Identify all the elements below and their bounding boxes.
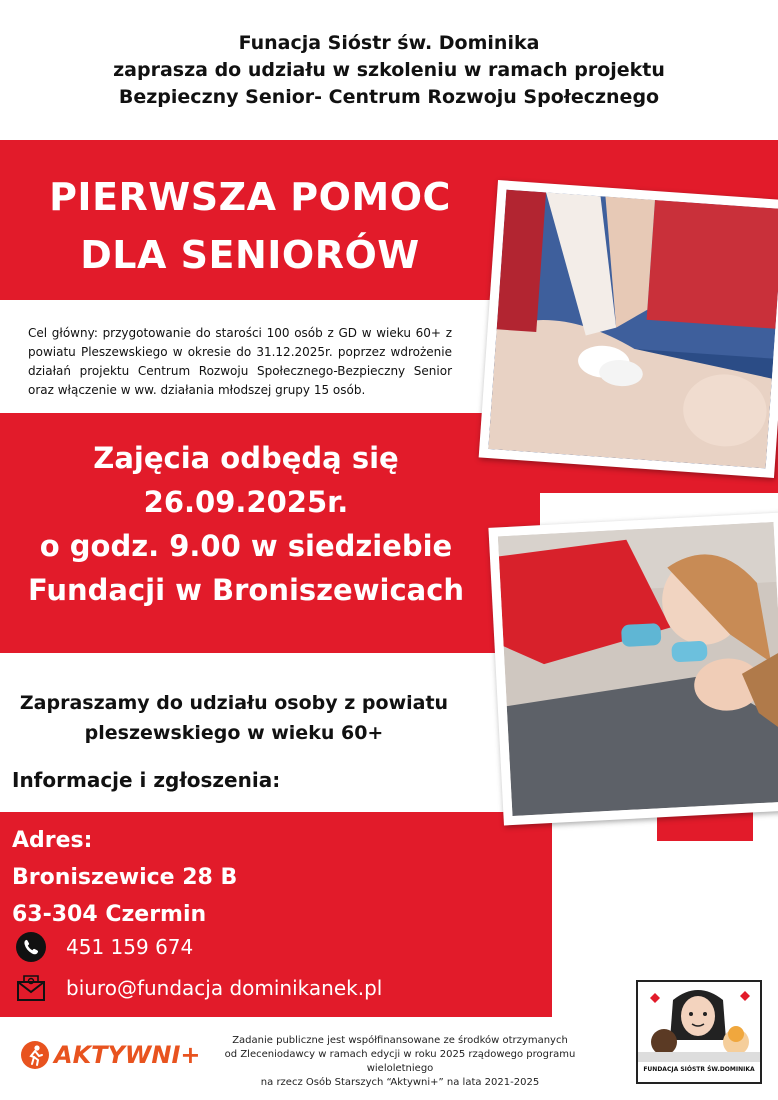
funding-line-3: na rzecz Osób Starszych “Aktywni+” na lata 2021-2025 [260,1077,540,1088]
main-title [20,168,480,284]
rescue-photo [488,513,778,826]
fundacja-logo [636,980,762,1084]
title-line-1: PIERWSZA POMOC [49,175,451,219]
phone-number: 451 159 674 [66,935,194,959]
email-address: biuro@fundacja dominikanek.pl [66,976,383,1000]
fundacja-logo-text: FUNDACJA SIÓSTR ŚW.DOMINIKA [643,1066,755,1073]
phone-line [16,932,193,962]
address-label: Adres: [12,828,93,853]
invite-text [0,688,468,748]
event-line-3: o godz. 9.00 w siedziebie [39,529,453,563]
runner-icon [20,1040,50,1070]
header-line-3: Bezpieczny Senior- Centrum Rozwoju Społecznego [118,86,660,108]
cpr-photo [479,180,778,478]
header [0,30,778,111]
funding-line-1: Zadanie publiczne jest współfinansowane ze środków otrzymanych [232,1035,568,1046]
event-line-1: Zajęcia odbędą się [93,441,399,475]
info-title: Informacje i zgłoszenia: [12,768,281,792]
title-line-2: DLA SENIORÓW [80,233,420,277]
invite-line-1: Zapraszamy do udziału osoby z powiatu [19,692,449,714]
address-street: Broniszewice 28 B [12,865,238,890]
phone-icon [16,932,46,962]
goal-paragraph: Cel główny: przygotowanie do starości 100 osób z GD w wieku 60+ z powiatu Pleszewskiego w okresie do 31.12.2025r. poprzez wdrożenie działań projektu Centrum Rozwoju Społecznego-Bezpieczny Senior oraz włączenie w ww. działania młodszej grupy 15 osób. [28,326,452,397]
event-line-4: Fundacji w Broniszewicach [27,573,465,607]
address-block [12,822,237,933]
header-line-1: Funacja Sióstr św. Dominika [238,32,540,54]
email-line [16,974,382,1002]
aktywni-logo [20,1040,201,1070]
invite-line-2: pleszewskiego w wieku 60+ [84,722,384,744]
funding-line-2: od Zleceniodawcy w ramach edycji w roku 2025 rządowego programu wieloletniego [224,1049,576,1074]
address-city: 63-304 Czermin [12,902,207,927]
aktywni-logo-text: AKTYWNI+ [54,1041,201,1069]
funding-note [190,1034,610,1090]
header-line-2: zaprasza do udziału w szkoleniu w ramach projektu [113,59,665,81]
event-line-2: 26.09.2025r. [143,485,349,519]
envelope-icon [16,974,46,1002]
event-details [0,436,492,612]
